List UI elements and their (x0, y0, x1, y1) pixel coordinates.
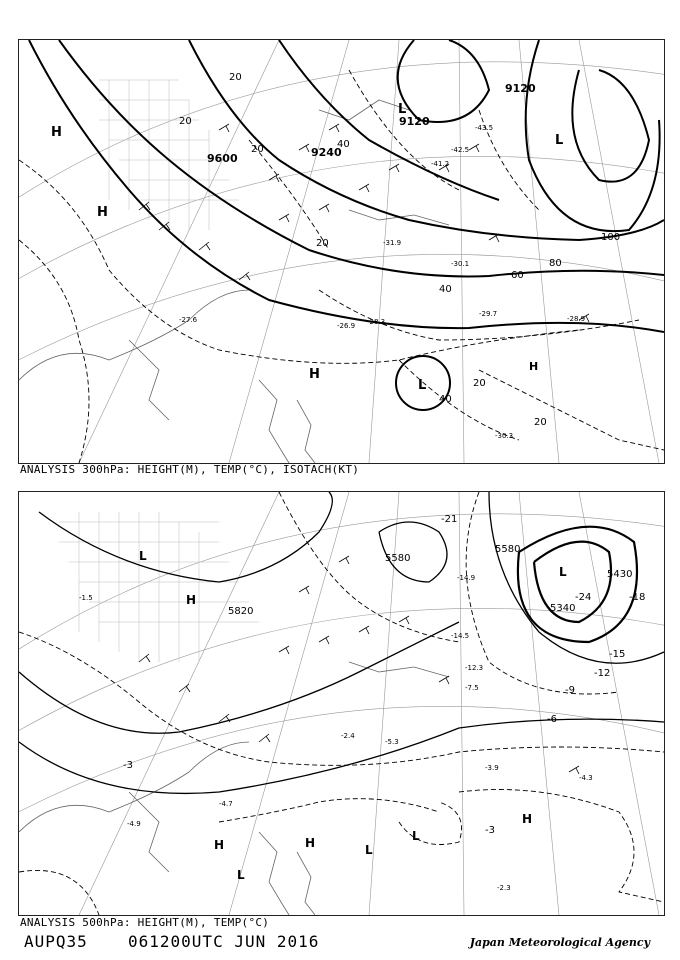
high-label: H (309, 367, 320, 382)
low-label: L (237, 868, 245, 882)
high-label: H (522, 812, 533, 826)
temp-value: -30.1 (451, 260, 470, 268)
isotach-label: 40 (439, 394, 452, 405)
isotherm-label: -9 (565, 685, 575, 696)
temp-value: -43.5 (475, 124, 494, 132)
product-id: AUPQ35 (24, 932, 88, 951)
map-500hpa (19, 492, 664, 915)
station-value: -1.5 (79, 594, 93, 602)
isotach-label: 20 (473, 378, 486, 389)
chart-500hpa (18, 491, 665, 916)
low-label: L (559, 565, 567, 579)
agency-name: Japan Meteorological Agency (469, 936, 650, 949)
height-label: 9240 (311, 146, 342, 159)
isotach-label: 20 (229, 72, 242, 83)
height-label: 5580 (495, 544, 521, 555)
high-label: H (214, 838, 225, 852)
low-label: L (398, 102, 407, 117)
low-label: L (412, 829, 420, 843)
temp-value: -26.9 (337, 322, 356, 330)
isotach-label: 100 (601, 232, 621, 243)
height-label: 5820 (228, 606, 254, 617)
isotherm-label: -12 (594, 668, 611, 679)
height-contours (19, 492, 664, 793)
isotach-label: 40 (337, 139, 350, 150)
isotherm-label: -18 (629, 592, 646, 603)
map-300hpa (19, 40, 664, 463)
low-center-contours (518, 527, 637, 642)
station-value: -4.7 (219, 800, 233, 808)
temp-value: -27.6 (179, 316, 198, 324)
isotherm-label: -24 (575, 592, 592, 603)
temp-value: -41.2 (431, 160, 450, 168)
station-value: -3.9 (485, 764, 499, 772)
valid-time: 061200UTC JUN 2016 (128, 932, 320, 951)
high-label: H (305, 836, 316, 850)
isotach-label: 20 (251, 144, 264, 155)
graticule (19, 40, 664, 463)
station-value: -12.3 (465, 664, 484, 672)
isotach-label: 20 (179, 116, 192, 127)
isotach-label: 20 (534, 417, 547, 428)
low-label: L (418, 378, 427, 393)
height-label: 5340 (550, 603, 576, 614)
isotherm-label: -6 (547, 714, 557, 725)
high-label: H (51, 125, 62, 140)
isotach-label: 80 (549, 258, 562, 269)
isotach-label: 20 (316, 238, 329, 249)
chart-300hpa (18, 39, 665, 464)
height-contours (29, 40, 664, 410)
isotach-label: 40 (439, 284, 452, 295)
temp-value: -28.3 (367, 318, 386, 326)
low-label: L (139, 549, 147, 563)
isotherm-label: -3 (123, 760, 133, 771)
low-label: L (555, 133, 564, 148)
height-label: 5430 (607, 569, 633, 580)
station-value: -4.3 (579, 774, 593, 782)
station-value: -2.4 (341, 732, 355, 740)
station-value: -4.9 (127, 820, 141, 828)
pressure-centers (139, 549, 567, 882)
high-label-east: H (529, 360, 539, 373)
caption-500hpa: ANALYSIS 500hPa: HEIGHT(M), TEMP(°C) (20, 916, 270, 929)
high-label: H (186, 593, 197, 607)
station-value: -14.5 (451, 632, 470, 640)
caption-300hpa: ANALYSIS 300hPa: HEIGHT(M), TEMP(°C), ISOTACH(KT) (20, 463, 360, 476)
isotach-label: 60 (511, 270, 524, 281)
station-value: -7.5 (465, 684, 479, 692)
height-label: 9120 (505, 82, 536, 95)
temp-value: -30.3 (495, 432, 514, 440)
isotherm-dashed (19, 70, 664, 463)
isotherm-label: -21 (441, 514, 458, 525)
height-label: 9120 (399, 115, 430, 128)
isotherm-label: -15 (609, 649, 626, 660)
station-value: -5.3 (385, 738, 399, 746)
temp-value: -28.9 (567, 315, 586, 323)
station-value: -14.9 (457, 574, 476, 582)
isotherm-dashed (19, 492, 664, 915)
low-label: L (365, 843, 373, 857)
height-label: 9600 (207, 152, 238, 165)
temp-value: -31.9 (383, 239, 402, 247)
high-label: H (97, 205, 108, 220)
hatched-area (59, 512, 259, 662)
graticule (19, 492, 664, 915)
station-value: -2.3 (497, 884, 511, 892)
height-label: 5580 (385, 553, 411, 564)
temp-value: -42.5 (451, 146, 470, 154)
pressure-centers (51, 102, 563, 393)
temp-value: -29.7 (479, 310, 498, 318)
isotherm-label: -3 (485, 825, 495, 836)
